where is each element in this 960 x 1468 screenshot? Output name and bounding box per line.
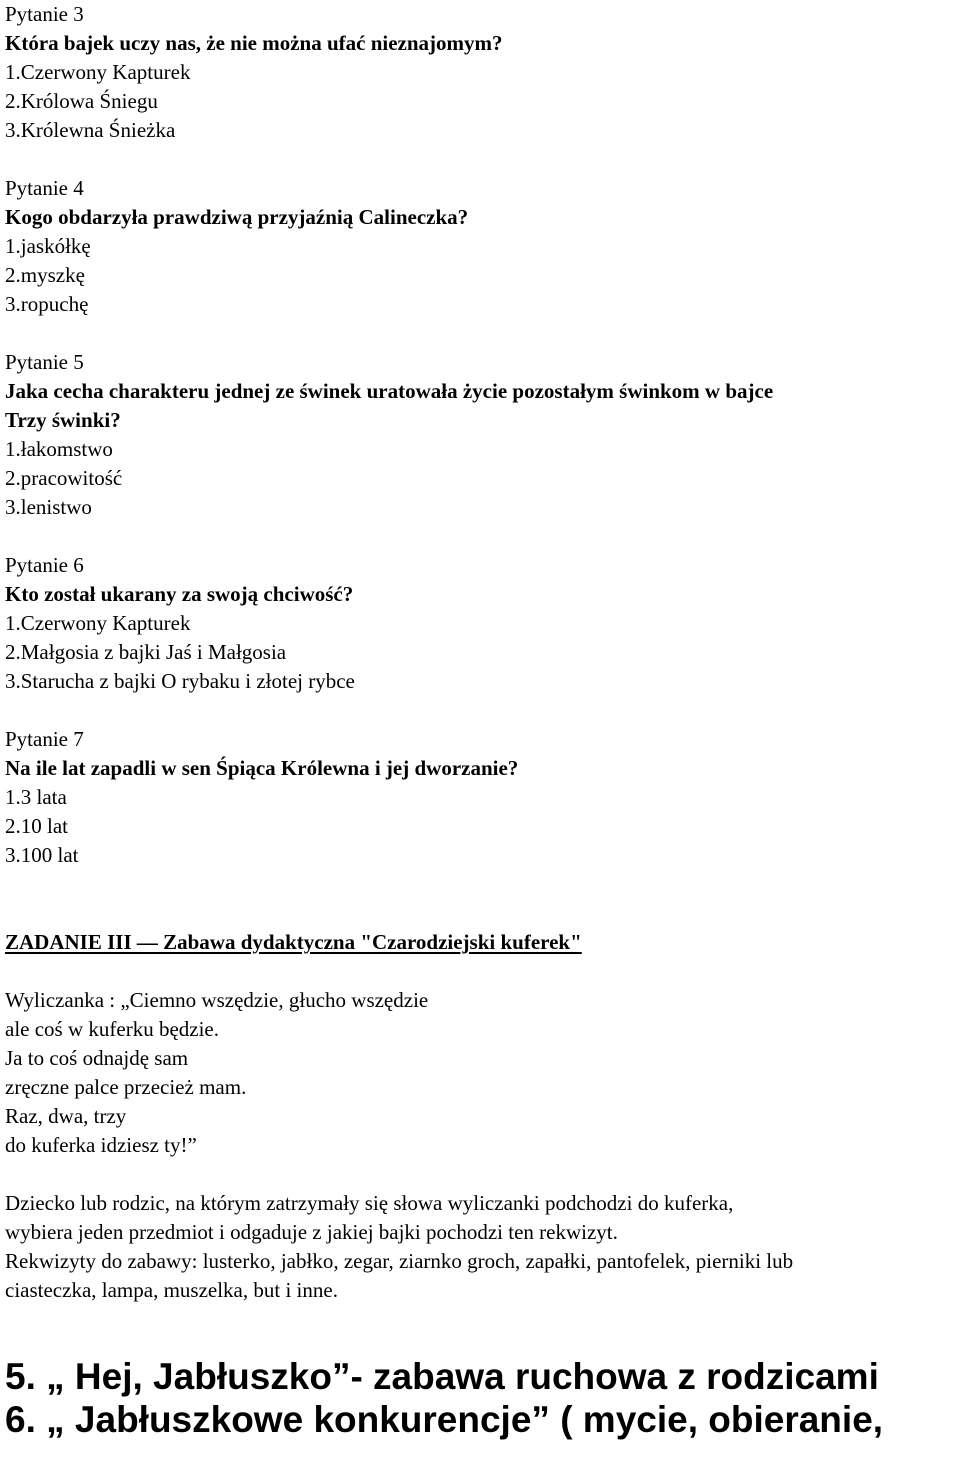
question-block (5, 0, 955, 145)
question-text-continued: Trzy świnki? (5, 408, 121, 432)
answer-option: 3.ropuchę (5, 292, 89, 316)
question-block (5, 174, 955, 319)
rhyme-line: Wyliczanka : „Ciemno wszędzie, głucho wszędzie (5, 988, 429, 1012)
answer-option: 2.Małgosia z bajki Jaś i Małgosia (5, 640, 287, 664)
answer-option: 1.jaskółkę (5, 234, 91, 258)
rhyme-block (5, 986, 955, 1160)
answer-option: 1.Czerwony Kapturek (5, 611, 191, 635)
task-heading: ZADANIE III — Zabawa dydaktyczna "Czarodziejski kuferek" (5, 930, 582, 954)
answer-option: 3.lenistwo (5, 495, 92, 519)
question-text: Jaka cecha charakteru jednej ze świnek uratowała życie pozostałym świnkom w bajce (5, 379, 774, 403)
answer-option: 3.100 lat (5, 843, 79, 867)
answer-option: 2.myszkę (5, 263, 85, 287)
question-label: Pytanie 7 (5, 727, 84, 751)
instruction-line: Dziecko lub rodzic, na którym zatrzymały się słowa wyliczanki podchodzi do kuferka, (5, 1191, 734, 1215)
answer-option: 1.3 lata (5, 785, 67, 809)
question-label: Pytanie 3 (5, 2, 84, 26)
instructions-block (5, 1189, 955, 1305)
answer-option: 2.Królowa Śniegu (5, 89, 158, 113)
task-section (5, 928, 955, 1305)
answer-option: 3.Starucha z bajki O rybaku i złotej rybce (5, 669, 355, 693)
question-text: Która bajek uczy nas, że nie można ufać nieznajomym? (5, 31, 503, 55)
answer-option: 1.Czerwony Kapturek (5, 60, 191, 84)
question-block (5, 348, 955, 522)
question-text: Kogo obdarzyła prawdziwą przyjaźnią Calineczka? (5, 205, 469, 229)
answer-option: 1.łakomstwo (5, 437, 113, 461)
question-block (5, 551, 955, 696)
rhyme-line: zręczne palce przecież mam. (5, 1075, 247, 1099)
question-label: Pytanie 5 (5, 350, 84, 374)
instruction-line: ciasteczka, lampa, muszelka, but i inne. (5, 1278, 338, 1302)
answer-option: 2.10 lat (5, 814, 68, 838)
activity-heading: 6. „ Jabłuszkowe konkurencje” ( mycie, obieranie, (5, 1399, 884, 1440)
activity-heading: 5. „ Hej, Jabłuszko”- zabawa ruchowa z rodzicami (5, 1356, 879, 1397)
rhyme-line: do kuferka idziesz ty!” (5, 1133, 197, 1157)
question-block (5, 725, 955, 870)
activities-block (5, 1355, 955, 1441)
document-page (5, 0, 955, 1441)
instruction-line: Rekwizyty do zabawy: lusterko, jabłko, zegar, ziarnko groch, zapałki, pantofelek, pierniki lub (5, 1249, 794, 1273)
question-text: Kto został ukarany za swoją chciwość? (5, 582, 354, 606)
rhyme-line: Raz, dwa, trzy (5, 1104, 127, 1128)
rhyme-line: ale coś w kuferku będzie. (5, 1017, 219, 1041)
question-label: Pytanie 6 (5, 553, 84, 577)
instruction-line: wybiera jeden przedmiot i odgaduje z jakiej bajki pochodzi ten rekwizyt. (5, 1220, 618, 1244)
rhyme-line: Ja to coś odnajdę sam (5, 1046, 189, 1070)
question-label: Pytanie 4 (5, 176, 84, 200)
question-text: Na ile lat zapadli w sen Śpiąca Królewna i jej dworzanie? (5, 756, 519, 780)
answer-option: 2.pracowitość (5, 466, 123, 490)
answer-option: 3.Królewna Śnieżka (5, 118, 176, 142)
